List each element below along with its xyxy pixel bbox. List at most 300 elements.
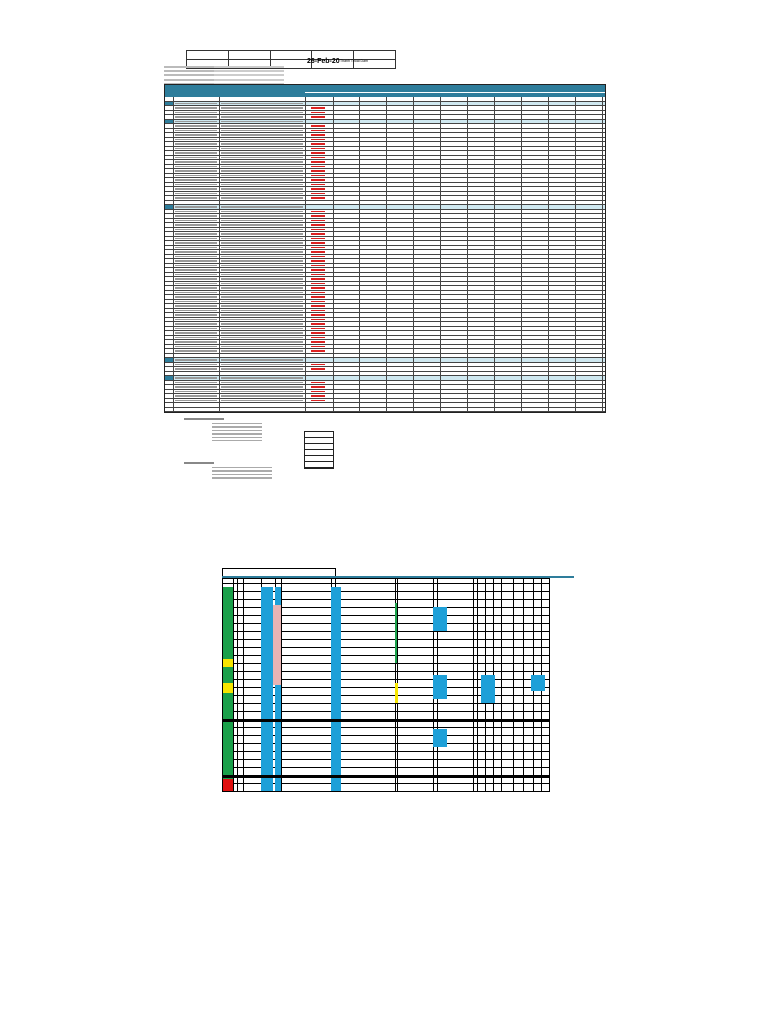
preview-fill-block (481, 675, 495, 703)
document-code-cell (173, 273, 220, 277)
document-code-cell (173, 174, 220, 178)
document-code-cell (173, 354, 220, 358)
document-name-cell (219, 196, 306, 200)
document-name-cell (219, 345, 306, 349)
register-table-header (165, 85, 605, 97)
status-cell (305, 129, 334, 133)
revision-columns (333, 178, 605, 182)
document-name-cell (219, 106, 306, 110)
document-name-cell (219, 205, 306, 209)
status-cell (305, 277, 334, 281)
status-cell (305, 151, 334, 155)
revision-columns (333, 399, 605, 403)
revision-columns (333, 304, 605, 308)
status-cell (305, 115, 334, 119)
document-name-cell (219, 277, 306, 281)
revision-columns (333, 142, 605, 146)
preview-fill-block (273, 605, 281, 685)
document-name-cell (219, 169, 306, 173)
document-code-cell (173, 183, 220, 187)
revision-columns (333, 300, 605, 304)
document-code-cell (173, 97, 220, 101)
preview-gridline (513, 579, 514, 791)
document-code-cell (173, 385, 220, 389)
document-code-cell (173, 286, 220, 290)
document-code-cell (173, 124, 220, 128)
preview-gridline (477, 579, 478, 791)
revision-columns (333, 255, 605, 259)
status-cell (305, 160, 334, 164)
revision-columns (333, 408, 605, 412)
revision-columns (333, 129, 605, 133)
status-cell (305, 255, 334, 259)
revision-columns (333, 232, 605, 236)
revision-columns (333, 259, 605, 263)
status-cell (305, 268, 334, 272)
document-name-cell (219, 219, 306, 223)
status-cell (305, 336, 334, 340)
document-name-cell (219, 232, 306, 236)
revision-columns (333, 138, 605, 142)
revision-columns (333, 390, 605, 394)
document-name-cell (219, 246, 306, 250)
table-row (165, 408, 605, 413)
prepared-by: Thanh Thoai Dam (340, 59, 368, 63)
preview-gridline (243, 579, 244, 791)
document-code-cell (173, 300, 220, 304)
status-cell (305, 192, 334, 196)
document-name-cell (219, 394, 306, 398)
document-name-cell (219, 129, 306, 133)
document-code-cell (173, 318, 220, 322)
document-name-cell (219, 300, 306, 304)
revision-columns (333, 363, 605, 367)
document-code-cell (173, 201, 220, 205)
revision-columns (333, 223, 605, 227)
status-cell (305, 295, 334, 299)
document-name-cell (219, 331, 306, 335)
document-code-legend (184, 418, 484, 443)
document-code-cell (173, 232, 220, 236)
document-code-cell (173, 223, 220, 227)
document-code-cell (173, 349, 220, 353)
document-code-cell (173, 178, 220, 182)
document-code-cell (173, 381, 220, 385)
document-code-cell (173, 403, 220, 407)
document-code-cell (173, 106, 220, 110)
preview-thick-rule (223, 719, 549, 722)
status-cell (305, 246, 334, 250)
document-code-cell (173, 390, 220, 394)
revision-columns (333, 291, 605, 295)
revision-columns (333, 295, 605, 299)
revision-columns (333, 381, 605, 385)
document-code-cell (173, 115, 220, 119)
document-name-cell (219, 273, 306, 277)
document-code-cell (173, 259, 220, 263)
status-cell (305, 210, 334, 214)
document-code-cell (173, 295, 220, 299)
document-name-cell (219, 304, 306, 308)
document-code-cell (173, 237, 220, 241)
status-cell (305, 147, 334, 151)
legend-box (304, 431, 334, 469)
status-cell (305, 331, 334, 335)
status-cell (305, 340, 334, 344)
document-name-cell (219, 295, 306, 299)
document-name-cell (219, 408, 306, 412)
preview-gridline (237, 579, 238, 791)
document-code-cell (173, 160, 220, 164)
second-sheet-preview (222, 568, 574, 792)
document-code-cell (173, 345, 220, 349)
status-cell (305, 250, 334, 254)
status-cell (305, 102, 334, 106)
status-cell (305, 376, 334, 380)
revision-columns (333, 151, 605, 155)
document-code-cell (173, 304, 220, 308)
status-cell (305, 106, 334, 110)
document-name-cell (219, 268, 306, 272)
status-cell (305, 291, 334, 295)
document-name-cell (219, 156, 306, 160)
document-name-cell (219, 178, 306, 182)
preview-fill-block (223, 659, 233, 667)
status-cell (305, 282, 334, 286)
document-code-cell (173, 205, 220, 209)
preview-gridline (281, 579, 282, 791)
document-code-cell (173, 309, 220, 313)
document-code-cell (173, 367, 220, 371)
revision-columns (333, 187, 605, 191)
document-code-cell (173, 376, 220, 380)
document-code-cell (173, 264, 220, 268)
status-cell (305, 372, 334, 376)
status-cell (305, 201, 334, 205)
document-code-cell (173, 408, 220, 412)
revision-columns (333, 309, 605, 313)
revision-columns (333, 372, 605, 376)
revision-columns (333, 268, 605, 272)
status-cell (305, 264, 334, 268)
revision-columns (333, 282, 605, 286)
revision-columns (333, 120, 605, 124)
status-cell (305, 367, 334, 371)
status-cell (305, 120, 334, 124)
preview-thick-rule (223, 775, 549, 778)
status-cell (305, 133, 334, 137)
status-cell (305, 309, 334, 313)
document-name-cell (219, 327, 306, 331)
status-cell (305, 286, 334, 290)
document-name-cell (219, 322, 306, 326)
status-cell (305, 318, 334, 322)
document-code-cell (173, 372, 220, 376)
preview-grid (222, 578, 550, 792)
revision-columns (333, 345, 605, 349)
document-code-cell (173, 129, 220, 133)
status-cell (305, 142, 334, 146)
revision-columns (333, 169, 605, 173)
revision-columns (333, 250, 605, 254)
status-cell (305, 241, 334, 245)
document-name-cell (219, 399, 306, 403)
document-code-cell (173, 277, 220, 281)
document-name-cell (219, 403, 306, 407)
preview-fill-block (433, 607, 447, 631)
document-code-cell (173, 250, 220, 254)
document-name-cell (219, 165, 306, 169)
preview-fill-block (223, 779, 233, 791)
revision-columns (333, 115, 605, 119)
document-name-cell (219, 97, 306, 101)
document-code-cell (173, 214, 220, 218)
preview-fill-block (261, 587, 273, 791)
revision-columns (333, 147, 605, 151)
status-cell (305, 196, 334, 200)
document-code-cell (173, 327, 220, 331)
status-cell (305, 399, 334, 403)
status-cell (305, 178, 334, 182)
project-info-block (164, 65, 314, 86)
document-code-cell (173, 394, 220, 398)
document-name-cell (219, 241, 306, 245)
document-name-cell (219, 111, 306, 115)
status-cell (305, 349, 334, 353)
status-cell (305, 165, 334, 169)
status-cell (305, 174, 334, 178)
document-name-cell (219, 187, 306, 191)
preview-gridline (473, 579, 474, 791)
revision-columns (333, 376, 605, 380)
revision-columns (333, 228, 605, 232)
revision-columns (333, 174, 605, 178)
document-name-cell (219, 259, 306, 263)
revision-columns (333, 237, 605, 241)
document-name-cell (219, 138, 306, 142)
revision-columns (333, 273, 605, 277)
revision-columns (333, 277, 605, 281)
document-name-cell (219, 120, 306, 124)
document-code-cell (173, 340, 220, 344)
document-name-cell (219, 363, 306, 367)
revision-columns (333, 133, 605, 137)
status-cell (305, 187, 334, 191)
preview-fill-block (395, 603, 397, 663)
document-name-cell (219, 133, 306, 137)
status-cell (305, 228, 334, 232)
status-cell (305, 300, 334, 304)
document-name-cell (219, 192, 306, 196)
status-cell (305, 403, 334, 407)
document-name-cell (219, 385, 306, 389)
status-cell (305, 214, 334, 218)
register-table-body (165, 97, 605, 412)
status-cell (305, 304, 334, 308)
document-name-cell (219, 115, 306, 119)
document-name-cell (219, 124, 306, 128)
status-cell (305, 345, 334, 349)
revision-columns (333, 354, 605, 358)
document-code-cell (173, 282, 220, 286)
document-name-cell (219, 250, 306, 254)
status-cell (305, 259, 334, 263)
document-name-cell (219, 349, 306, 353)
document-code-cell (173, 138, 220, 142)
document-code-cell (173, 322, 220, 326)
document-name-cell (219, 151, 306, 155)
revision-columns (333, 196, 605, 200)
status-cell (305, 223, 334, 227)
document-name-cell (219, 237, 306, 241)
document-name-cell (219, 381, 306, 385)
status-cell (305, 354, 334, 358)
status-cell (305, 205, 334, 209)
status-legend (184, 462, 272, 481)
revision-columns (333, 246, 605, 250)
status-cell (305, 394, 334, 398)
status-cell (305, 156, 334, 160)
revision-columns (333, 318, 605, 322)
revision-columns (333, 385, 605, 389)
document-code-cell (173, 169, 220, 173)
document-name-cell (219, 318, 306, 322)
revision-columns (333, 124, 605, 128)
document-code-cell (173, 156, 220, 160)
document-name-cell (219, 142, 306, 146)
revision-columns (333, 165, 605, 169)
document-name-cell (219, 372, 306, 376)
document-name-cell (219, 174, 306, 178)
document-code-cell (173, 151, 220, 155)
document-code-cell (173, 246, 220, 250)
document-name-cell (219, 286, 306, 290)
document-code-cell (173, 336, 220, 340)
document-name-cell (219, 102, 306, 106)
document-name-cell (219, 201, 306, 205)
document-name-cell (219, 147, 306, 151)
document-name-cell (219, 214, 306, 218)
revision-columns (333, 340, 605, 344)
document-name-cell (219, 183, 306, 187)
document-name-cell (219, 376, 306, 380)
status-cell (305, 124, 334, 128)
document-name-cell (219, 354, 306, 358)
revision-columns (333, 183, 605, 187)
document-code-cell (173, 255, 220, 259)
status-cell (305, 111, 334, 115)
status-cell (305, 390, 334, 394)
document-code-cell (173, 331, 220, 335)
revision-columns (333, 313, 605, 317)
revision-columns (333, 336, 605, 340)
revision-columns (333, 327, 605, 331)
status-cell (305, 169, 334, 173)
revision-columns (333, 156, 605, 160)
revision-columns (333, 331, 605, 335)
document-name-cell (219, 255, 306, 259)
revision-columns (333, 219, 605, 223)
document-name-cell (219, 390, 306, 394)
document-code-cell (173, 210, 220, 214)
document-code-cell (173, 241, 220, 245)
preview-fill-block (531, 675, 545, 691)
document-name-cell (219, 313, 306, 317)
status-cell (305, 97, 334, 101)
document-name-cell (219, 358, 306, 362)
document-name-cell (219, 282, 306, 286)
document-code-cell (173, 228, 220, 232)
document-code-cell (173, 268, 220, 272)
preview-fill-block (433, 675, 447, 699)
status-cell (305, 381, 334, 385)
status-cell (305, 237, 334, 241)
revision-columns (333, 241, 605, 245)
document-name-cell (219, 340, 306, 344)
revision-columns (333, 201, 605, 205)
status-cell (305, 138, 334, 142)
document-code-cell (173, 399, 220, 403)
document-name-cell (219, 223, 306, 227)
document-code-cell (173, 291, 220, 295)
document-code-cell (173, 142, 220, 146)
revision-columns (333, 97, 605, 101)
revision-columns (333, 102, 605, 106)
revision-columns (333, 106, 605, 110)
document-name-cell (219, 210, 306, 214)
revision-columns (333, 111, 605, 115)
preview-fill-block (433, 729, 447, 747)
status-cell (305, 327, 334, 331)
document-name-cell (219, 291, 306, 295)
document-code-cell (173, 219, 220, 223)
document-name-cell (219, 309, 306, 313)
status-cell (305, 363, 334, 367)
preview-gridline (501, 579, 502, 791)
document-name-cell (219, 264, 306, 268)
document-code-cell (173, 165, 220, 169)
document-name-cell (219, 160, 306, 164)
document-code-cell (173, 133, 220, 137)
document-name-cell (219, 336, 306, 340)
preview-fill-block (223, 683, 233, 693)
revision-columns (333, 322, 605, 326)
revision-columns (333, 210, 605, 214)
status-cell (305, 358, 334, 362)
document-code-cell (173, 313, 220, 317)
document-code-cell (173, 120, 220, 124)
status-cell (305, 183, 334, 187)
preview-fill-block (331, 587, 341, 791)
document-code-cell (173, 147, 220, 151)
status-cell (305, 273, 334, 277)
revision-columns (333, 394, 605, 398)
document-code-cell (173, 102, 220, 106)
revision-columns (333, 214, 605, 218)
revision-columns (333, 358, 605, 362)
status-cell (305, 385, 334, 389)
revision-columns (333, 264, 605, 268)
register-table (164, 84, 606, 413)
preview-gridline (523, 579, 524, 791)
revision-columns (333, 205, 605, 209)
issue-date: 26-Feb-20 (307, 58, 340, 65)
document-code-cell (173, 192, 220, 196)
revision-columns (333, 403, 605, 407)
document-code-cell (173, 196, 220, 200)
preview-gridline (233, 579, 234, 791)
preview-fill-block (395, 683, 398, 703)
